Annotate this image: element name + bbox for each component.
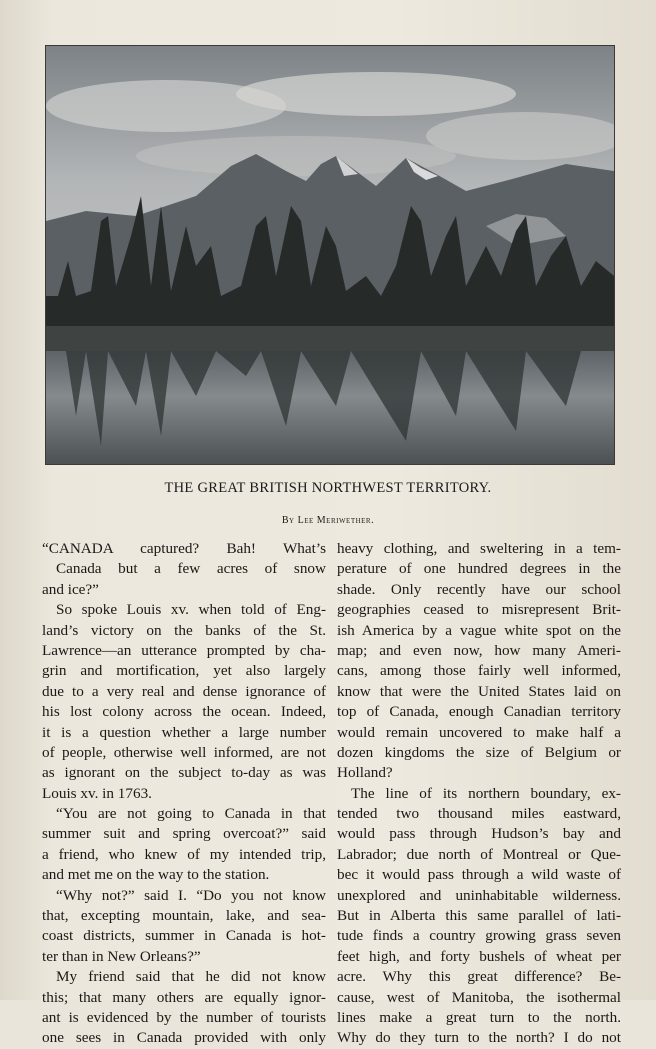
text-line: unexplored and uninhabitable wilderness. [337, 886, 621, 904]
text-line: acre. Why this great difference? Be- [337, 968, 621, 986]
text-line: shade. Only recently have our school [337, 580, 621, 598]
article-title: THE GREAT BRITISH NORTHWEST TERRITORY. [164, 480, 492, 496]
text-line: as ignorant on the subject to-day as was [42, 764, 326, 782]
text-line: tude finds a country growing grass seven [337, 927, 621, 945]
text-line: “You are not going to Canada in that [56, 805, 326, 823]
text-line: Holland? [337, 764, 393, 782]
text-line: a friend, who knew of my intended trip, [42, 845, 326, 863]
text-line: Labrador; due north of Montreal or Que- [337, 845, 621, 863]
text-line: his lost colony across the ocean. Indeed, [42, 703, 326, 721]
text-line: Canada but a few acres of snow [56, 560, 326, 578]
text-line: “CANADA captured? Bah! What’s [42, 540, 326, 557]
text-line: lines make a great turn to the north. [337, 1008, 621, 1026]
text-line: land’s victory on the banks of the St. [42, 621, 326, 639]
text-line: But in Alberta this same parallel of lati- [337, 907, 621, 925]
left-text-column [42, 539, 326, 1049]
text-line: Louis xv. in 1763. [42, 784, 152, 802]
text-line: geographies ceased to misrepresent Brit- [337, 601, 621, 619]
article-byline: By Lee Meriwether. [281, 515, 375, 526]
text-line: So spoke Louis xv. when told of Eng- [56, 601, 326, 619]
mountain-lake-photo [45, 45, 615, 465]
text-line: “Why not?” said I. “Do you not know [56, 886, 326, 904]
text-line: this; that many others are equally ignor- [42, 988, 326, 1006]
text-line: and met me on the way to the station. [42, 866, 270, 884]
text-line: it is a question whether a large number [42, 723, 326, 741]
text-line: coast districts, summer in Canada is hot- [42, 927, 326, 945]
text-line: cans, among those fairly well informed, [337, 662, 621, 680]
text-line: The line of its northern boundary, ex- [351, 784, 621, 802]
text-line: know that were the United States laid on [337, 682, 621, 700]
text-line: ant is evidenced by the number of tourists [42, 1008, 326, 1026]
text-line: cause, west of Manitoba, the isothermal [337, 988, 621, 1006]
text-line: ish America by a vague white spot on the [337, 621, 621, 639]
text-line: grin and mortification, yet also largely [42, 662, 326, 680]
text-line: dozen kingdoms the size of Belgium or [337, 743, 621, 761]
text-line: feet high, and forty bushels of wheat per [337, 947, 621, 965]
text-line: bec it would pass through a wild waste of [337, 866, 621, 884]
text-line: map; and even now, how many Ameri- [337, 641, 621, 659]
text-line: due to a very real and dense ignorance of [42, 682, 326, 700]
text-line: ter than in New Orleans?” [42, 947, 201, 965]
text-line: Why do they turn to the north? I do not [337, 1029, 621, 1047]
text-line: and ice?” [42, 580, 99, 598]
text-line: one sees in Canada provided with only [42, 1029, 326, 1047]
text-line: would pass through Hudson’s bay and [337, 825, 621, 843]
text-line: My friend said that he did not know [56, 968, 326, 986]
right-text-column [337, 539, 621, 1049]
text-line: top of Canada, enough Canadian territory [337, 703, 621, 721]
text-line: tended two thousand miles eastward, [337, 805, 621, 823]
text-line: summer suit and spring overcoat?” said [42, 825, 326, 843]
text-line: Lawrence—an utterance prompted by cha- [42, 641, 326, 659]
text-line: perature of one hundred degrees in the [337, 560, 621, 578]
text-line: heavy clothing, and sweltering in a tem- [337, 540, 621, 557]
text-line: would remain uncovered to make half a [337, 723, 621, 741]
text-line: of people, otherwise well informed, are not [42, 743, 326, 761]
text-line: that, excepting mountain, lake, and sea- [42, 907, 326, 925]
